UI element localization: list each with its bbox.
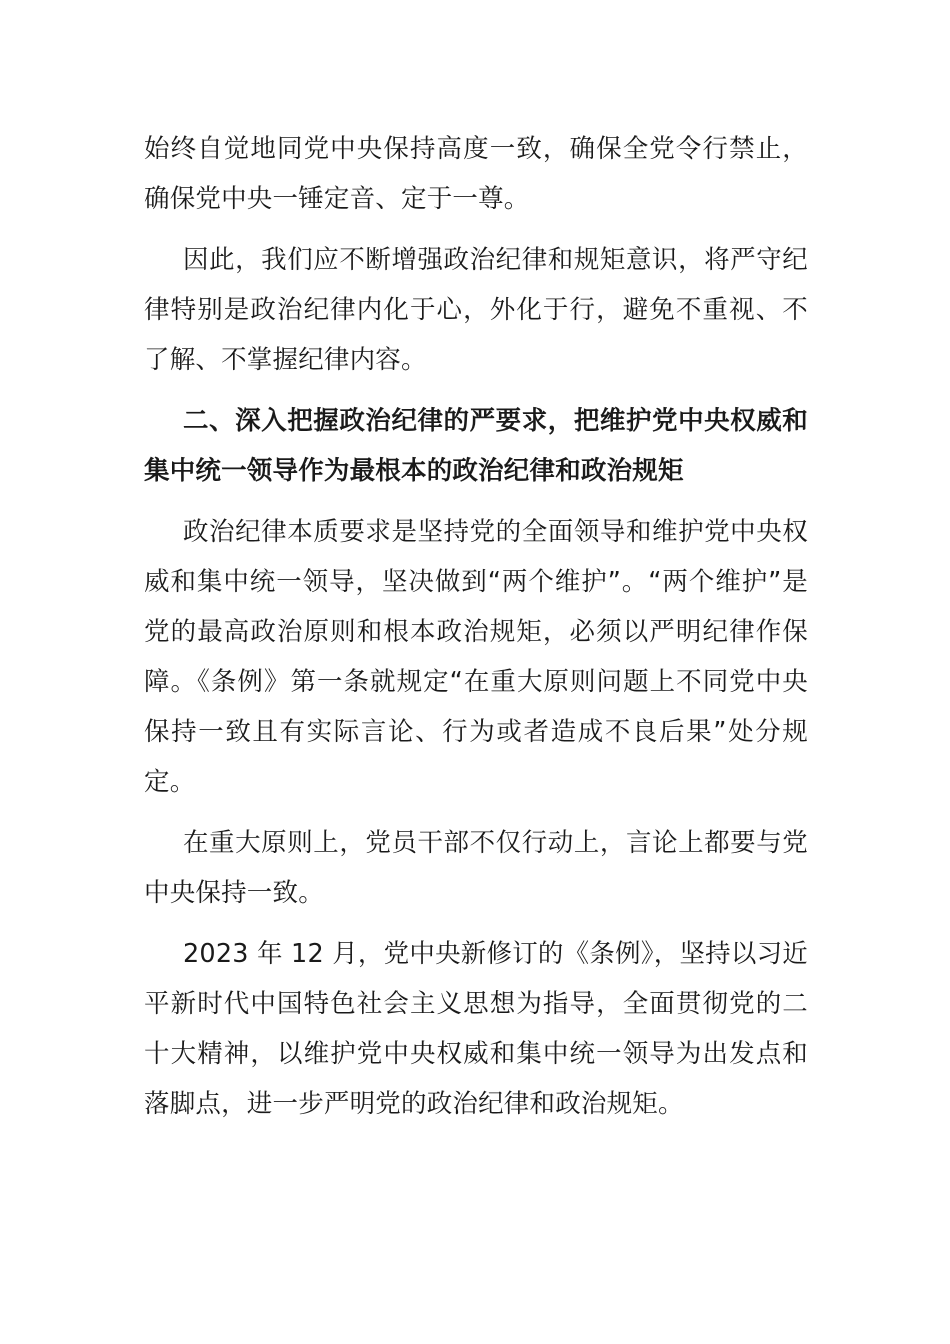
paragraph-continuation: 始终自觉地同党中央保持高度一致，确保全党令行禁止，确保党中央一锤定音、定于一尊。 bbox=[144, 134, 808, 214]
section-heading-2: 二、深入把握政治纪律的严要求，把维护党中央权威和集中统一领导作为最根本的政治纪律和政治规矩 bbox=[144, 406, 808, 486]
document-page bbox=[144, 124, 808, 1140]
paragraph-discipline-awareness: 因此，我们应不断增强政治纪律和规矩意识，将严守纪律特别是政治纪律内化于心，外化于行，避免不重视、不了解、不掌握纪律内容。 bbox=[144, 245, 808, 375]
paragraph-major-principles: 在重大原则上，党员干部不仅行动上，言论上都要与党中央保持一致。 bbox=[144, 828, 808, 908]
paragraph-political-discipline-essence: 政治纪律本质要求是坚持党的全面领导和维护党中央权威和集中统一领导，坚决做到“两个维护”。“两个维护”是党的最高政治原则和根本政治规矩，必须以严明纪律作保障。《条例》第一条就规定“在重大原则问题上不同党中央保持一致且有实际言论、行为或者造成不良后果”处分规定。 bbox=[144, 517, 808, 797]
paragraph-regulation-revision: 2023 年 12 月，党中央新修订的《条例》，坚持以习近平新时代中国特色社会主义思想为指导，全面贯彻党的二十大精神，以维护党中央权威和集中统一领导为出发点和落脚点，进一步严明党的政治纪律和政治规矩。 bbox=[144, 939, 808, 1119]
